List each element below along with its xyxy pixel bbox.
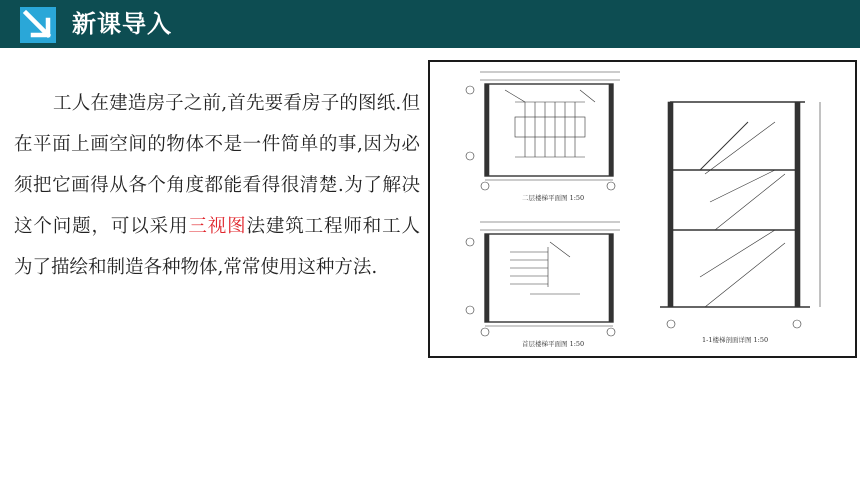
arrow-down-right-icon (20, 7, 56, 43)
intro-text-end: 法建筑工程师和工人为了描绘和制造各种物体,常常使用这种方法. (14, 216, 420, 278)
header-bar (0, 0, 860, 48)
three-view-term: 三视图 (188, 216, 247, 237)
ground-floor-plan (466, 222, 620, 336)
architectural-drawing (430, 62, 855, 356)
stair-drawing-figure (428, 60, 857, 358)
intro-text-start: 工人在建造房子之前,首先要看房子的图纸.但在平面上画空间的物体不是一件简单的事,因为必须把它画得从各个角度都能看得很清楚.为了解决这个问题，可以采用 (14, 93, 420, 237)
section-caption: 1-1楼梯剖面详图 1:50 (702, 336, 769, 344)
intro-paragraph (14, 83, 420, 288)
upper-floor-plan (466, 72, 620, 190)
page-title: 新课导入 (72, 10, 172, 38)
ground-plan-caption: 首层楼梯平面图 1:50 (522, 340, 585, 348)
upper-plan-caption: 二层楼梯平面图 1:50 (522, 194, 585, 202)
stair-section (660, 102, 820, 328)
